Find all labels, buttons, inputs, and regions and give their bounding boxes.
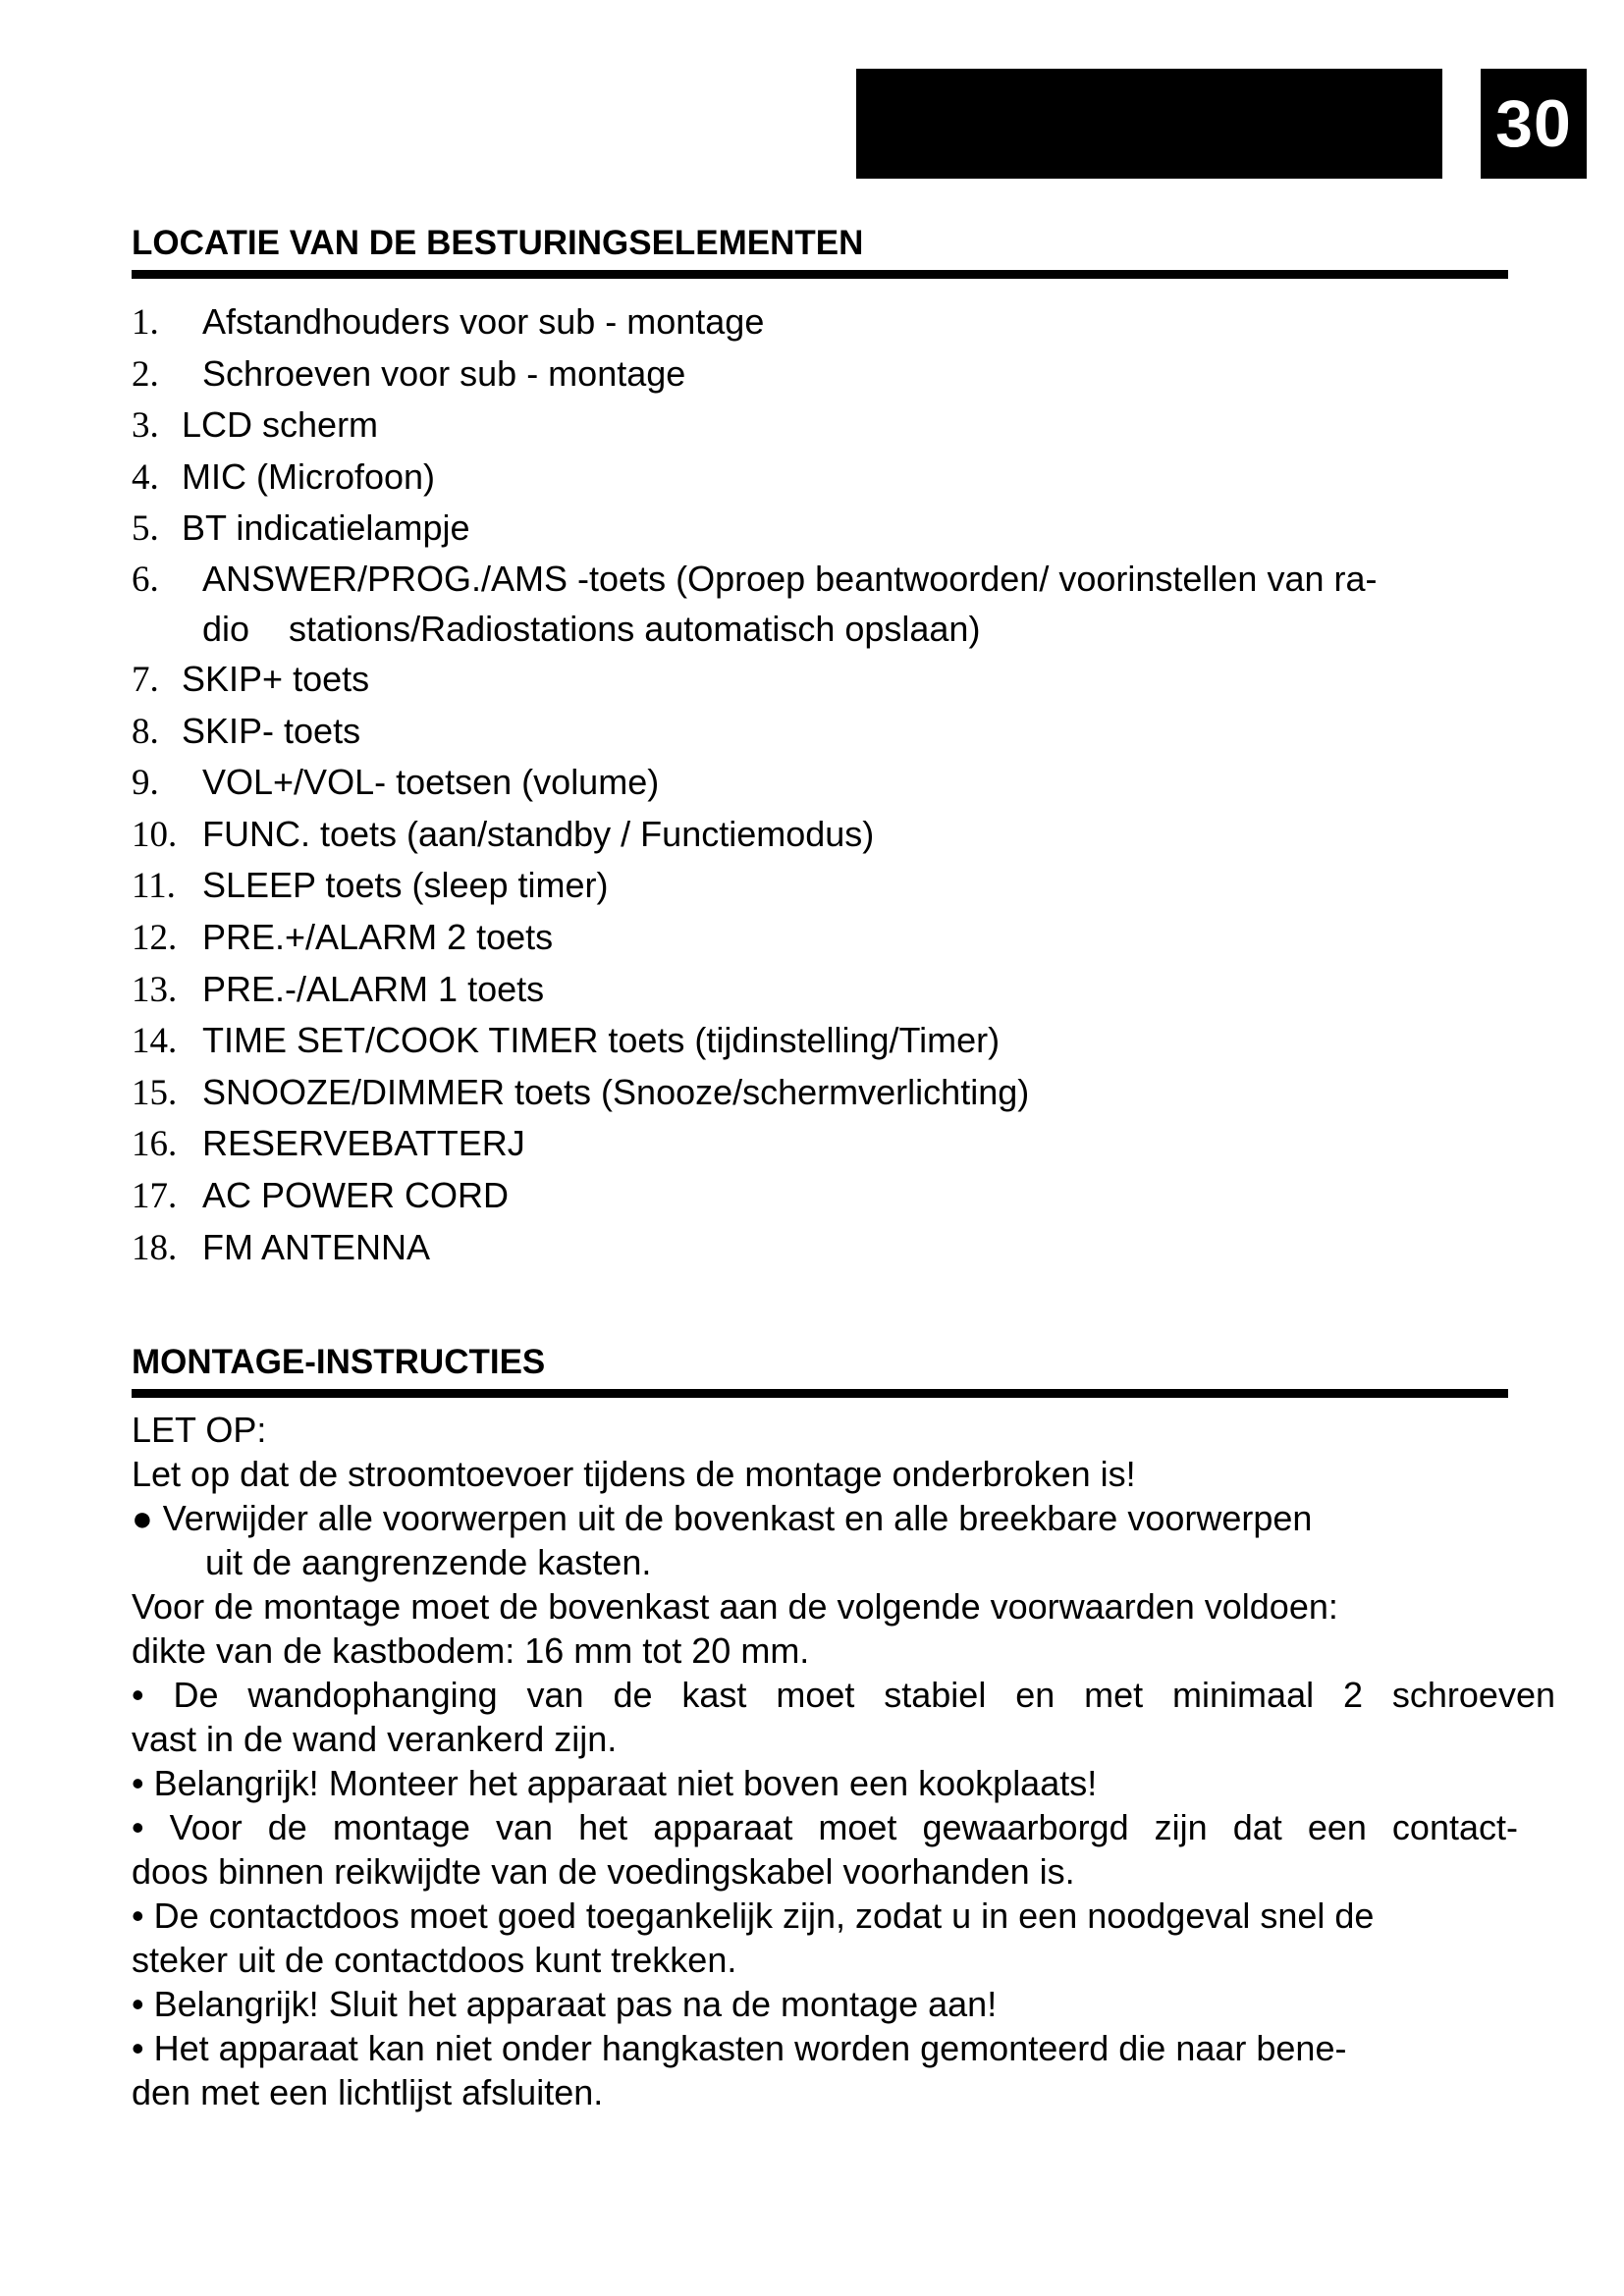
list-item: 7. SKIP+ toets [132,658,370,700]
list-item: 13. PRE.-/ALARM 1 toets [132,968,545,1010]
bullet-line: • Voor de montage van het apparaat moet gewaarborgd zijn dat een contact- [132,1807,1518,1847]
controls-list [132,296,1536,1273]
header-black-bar [856,69,1442,179]
list-item: 17. AC POWER CORD [132,1174,510,1216]
list-item: 3. LCD scherm [132,404,379,447]
bullet-line: • De wandophanging van de kast moet stabiel en met minimaal 2 schroeven [132,1675,1555,1715]
list-item: 11. SLEEP toets (sleep timer) [132,865,609,907]
paragraph-line: Let op dat de stroomtoevoer tijdens de montage onderbroken is! [132,1454,1136,1494]
bullet-line: ● Verwijder alle voorwerpen uit de bovenkast en alle breekbare voorwerpen [132,1498,1313,1538]
list-item: 12. PRE.+/ALARM 2 toets [132,916,554,958]
paragraph-line: steker uit de contactdoos kunt trekken. [132,1940,737,1980]
paragraph-line: uit de aangrenzende kasten. [205,1542,652,1582]
paragraph-line: den met een lichtlijst afsluiten. [132,2072,604,2112]
list-item: 14. TIME SET/COOK TIMER toets (tijdinstelling/Timer) [132,1020,1001,1062]
bullet-line: • Belangrijk! Monteer het apparaat niet boven een kookplaats! [132,1763,1098,1803]
page-number: 30 [1481,69,1587,179]
paragraph-line: dikte van de kastbodem: 16 mm tot 20 mm. [132,1630,810,1671]
bullet-line: • Belangrijk! Sluit het apparaat pas na de montage aan! [132,1984,998,2024]
bullet-line: • Het apparaat kan niet onder hangkasten worden gemonteerd die naar bene- [132,2028,1347,2068]
list-item: 10. FUNC. toets (aan/standby / Functiemodus) [132,813,875,855]
list-item: 8. SKIP- toets [132,710,361,752]
list-item: 18. FM ANTENNA [132,1226,431,1268]
list-item: 9. VOL+/VOL- toetsen (volume) [132,762,660,804]
controls-section-title: LOCATIE VAN DE BESTURINGSELEMENTEN [132,222,1508,279]
list-item: 2. Schroeven voor sub - montage [132,352,686,395]
montage-section-title: MONTAGE-INSTRUCTIES [132,1341,1508,1398]
bullet-line: • De contactdoos moet goed toegankelijk zijn, zodat u in een noodgeval snel de [132,1896,1375,1936]
list-item: 16. RESERVEBATTERJ [132,1123,525,1165]
paragraph-line: doos binnen reikwijdte van de voedingskabel voorhanden is. [132,1851,1075,1892]
paragraph-line: vast in de wand verankerd zijn. [132,1719,618,1759]
list-item: 4. MIC (Microfoon) [132,455,436,498]
paragraph-line: Voor de montage moet de bovenkast aan de volgende voorwaarden voldoen: [132,1586,1338,1627]
warning-label: LET OP: [132,1410,267,1450]
list-item: 5. BT indicatielampje [132,507,470,550]
list-item: 1. Afstandhouders voor sub - montage [132,301,765,343]
list-item: 6. ANSWER/PROG./AMS -toets (Oproep beantwoorden/ voorinstellen van ra- dio stations/Radiostations automatisch opslaan) [132,558,1378,649]
list-item: 15. SNOOZE/DIMMER toets (Snooze/schermverlichting) [132,1071,1030,1113]
montage-instructions [132,1408,1555,2114]
